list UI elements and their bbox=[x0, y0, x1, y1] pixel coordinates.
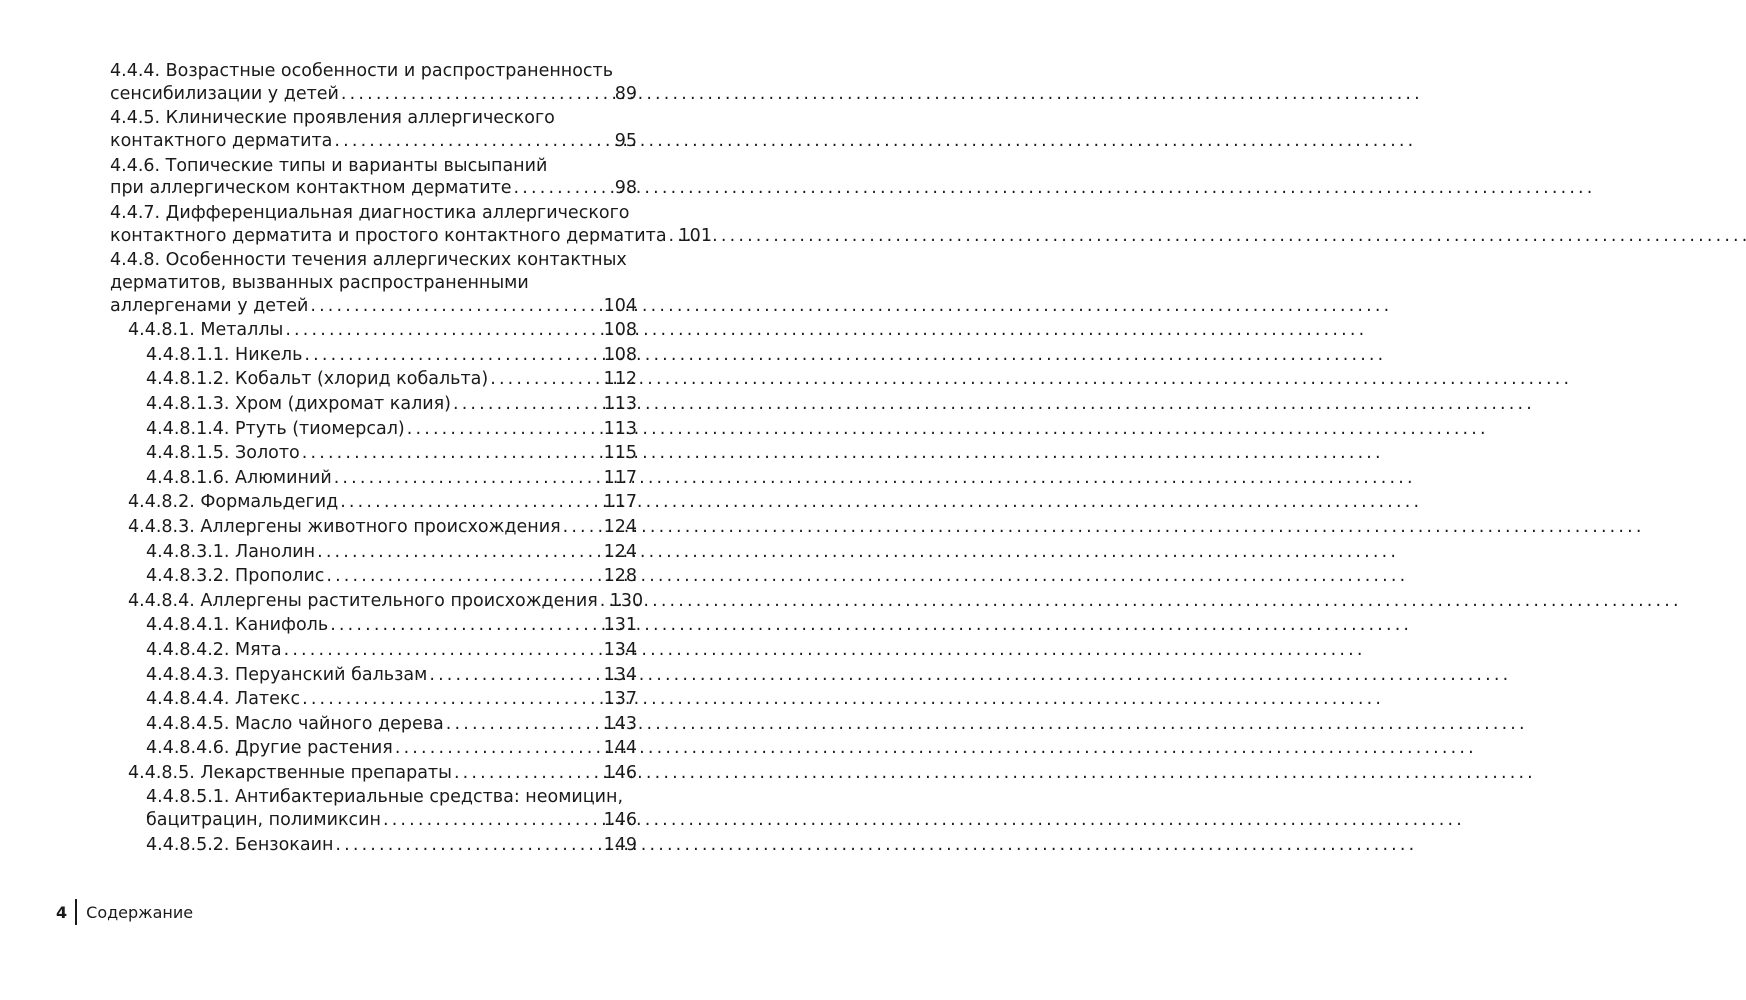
toc-entry-title-line: 4.4.5. Клинические проявления аллергического bbox=[110, 108, 555, 129]
toc-entry-line bbox=[146, 541, 637, 564]
toc-entry-page: 124 bbox=[603, 516, 637, 537]
toc-entry-title: 4.4.8.3.2. Прополис bbox=[146, 566, 325, 587]
toc-entry-line bbox=[146, 418, 637, 441]
toc-entry-line bbox=[110, 130, 637, 153]
page-number: 4 bbox=[56, 902, 68, 922]
toc-entry-page: 115 bbox=[603, 443, 637, 464]
toc-entry-title: 4.4.8.1.6. Алюминий bbox=[146, 467, 332, 488]
toc-entry-page: 137 bbox=[603, 689, 637, 710]
dot-leader bbox=[446, 713, 602, 736]
footer-divider bbox=[75, 899, 77, 925]
toc-entry[interactable] bbox=[110, 467, 637, 490]
toc-entry[interactable] bbox=[110, 516, 637, 539]
toc-entry-page: 95 bbox=[614, 131, 637, 151]
toc-entry-title: 4.4.8.1.4. Ртуть (тиомерсал) bbox=[146, 418, 405, 439]
toc-entry-title: контактного дерматита и простого контактного дерматита bbox=[110, 225, 667, 246]
toc-entry[interactable] bbox=[110, 319, 637, 342]
toc-entry[interactable] bbox=[110, 541, 637, 564]
toc-entry-line bbox=[146, 614, 637, 637]
dot-leader bbox=[490, 368, 601, 391]
toc-entry-page: 149 bbox=[603, 834, 637, 855]
dot-leader bbox=[383, 809, 602, 832]
toc-entry-page: 89 bbox=[614, 83, 637, 104]
toc-entry[interactable] bbox=[110, 565, 637, 588]
toc-entry[interactable] bbox=[110, 834, 637, 857]
toc-entry-title: 4.4.8.5.2. Бензокаин bbox=[146, 834, 334, 855]
dot-leader bbox=[302, 688, 602, 711]
toc-entry[interactable] bbox=[110, 418, 637, 441]
dot-leader bbox=[302, 442, 602, 465]
toc-entry[interactable] bbox=[110, 491, 637, 514]
toc-entry-page: 113 bbox=[603, 418, 637, 439]
toc-entry-page: 113 bbox=[603, 393, 637, 414]
toc-entry[interactable] bbox=[110, 107, 637, 152]
dot-leader bbox=[395, 737, 602, 760]
toc-entry-page: 101 bbox=[678, 225, 712, 246]
toc-entry-title: 4.4.8.4.2. Мята bbox=[146, 639, 282, 660]
toc-entry-line bbox=[146, 664, 637, 687]
toc-entry-page: 134 bbox=[603, 664, 637, 685]
page-footer bbox=[56, 899, 193, 925]
toc-entry-line bbox=[146, 344, 637, 367]
dot-leader bbox=[407, 418, 602, 441]
toc-entry-line bbox=[146, 834, 637, 857]
toc-entry-page: 117 bbox=[603, 492, 637, 513]
toc-entry-page: 143 bbox=[603, 713, 637, 734]
toc-entry[interactable] bbox=[110, 344, 637, 367]
toc-entry-page: 104 bbox=[603, 295, 637, 316]
toc-entry-page: 128 bbox=[603, 566, 637, 587]
toc-entry[interactable] bbox=[110, 202, 712, 247]
toc-entry[interactable] bbox=[110, 639, 637, 662]
toc-entry-page: 108 bbox=[603, 344, 637, 365]
toc-entry[interactable] bbox=[110, 393, 637, 416]
toc-entry-line bbox=[146, 713, 637, 736]
toc-entry[interactable] bbox=[110, 590, 644, 613]
toc-entry-line bbox=[146, 393, 637, 416]
dot-leader bbox=[334, 130, 612, 153]
toc-entry-page: 131 bbox=[603, 615, 637, 636]
toc-entry-title: при аллергическом контактном дерматите bbox=[110, 178, 512, 199]
dot-leader bbox=[563, 516, 602, 539]
toc-entry-line bbox=[128, 590, 644, 613]
dot-leader bbox=[284, 639, 602, 662]
dot-leader bbox=[310, 295, 601, 318]
toc-entry-page: 146 bbox=[603, 810, 637, 831]
toc-entry-line bbox=[110, 295, 637, 318]
toc-entry-page: 117 bbox=[603, 467, 637, 488]
toc-entry-title: 4.4.8.4.1. Канифоль bbox=[146, 615, 329, 636]
toc-entry-title: 4.4.8.1. Металлы bbox=[128, 320, 284, 341]
toc-entry-title-line: 4.4.7. Дифференциальная диагностика аллергического bbox=[110, 202, 630, 223]
toc-entry-page: 146 bbox=[603, 762, 637, 783]
toc-entry-line bbox=[146, 467, 637, 490]
toc-entry-page: 124 bbox=[603, 541, 637, 562]
toc-entry-title-line: 4.4.8. Особенности течения аллергических контактных bbox=[110, 250, 627, 271]
toc-entry-page: 134 bbox=[603, 639, 637, 660]
dot-leader bbox=[330, 614, 601, 637]
toc-entry[interactable] bbox=[110, 664, 637, 687]
toc-entry-page: 130 bbox=[609, 590, 644, 611]
toc-entry-line bbox=[146, 688, 637, 711]
toc-entry-title-line: 4.4.8.5.1. Антибактериальные средства: неомицин, bbox=[146, 787, 624, 808]
toc-entry-title-line: дерматитов, вызванных распространенными bbox=[110, 272, 529, 293]
toc-entry-title: 4.4.8.1.5. Золото bbox=[146, 443, 300, 464]
toc-entry-title: 4.4.8.2. Формальдегид bbox=[128, 492, 339, 513]
toc-entry-line bbox=[128, 516, 637, 539]
toc-entry[interactable] bbox=[110, 368, 637, 391]
toc-entry-page: 98 bbox=[614, 178, 637, 199]
toc-entry-title: сенсибилизации у детей bbox=[110, 83, 339, 104]
toc-entry-line bbox=[128, 491, 637, 514]
toc-entry[interactable] bbox=[110, 737, 637, 760]
toc-entry-line bbox=[146, 737, 637, 760]
dot-leader bbox=[429, 664, 601, 687]
toc-entry-line bbox=[110, 83, 637, 106]
toc-entry-title-line: 4.4.6. Топические типы и варианты высыпаний bbox=[110, 155, 548, 176]
dot-leader bbox=[335, 834, 601, 857]
toc-entry-title: аллергенами у детей bbox=[110, 295, 309, 316]
toc-entry-line bbox=[110, 177, 637, 200]
toc-entry-title: 4.4.8.4. Аллергены растительного происхождения bbox=[128, 590, 598, 611]
dot-leader bbox=[600, 590, 608, 613]
toc-entry-line bbox=[146, 442, 637, 465]
toc-entry-title: бацитрацин, полимиксин bbox=[146, 810, 381, 831]
toc-entry-line bbox=[146, 565, 637, 588]
toc-entry[interactable] bbox=[110, 762, 637, 785]
dot-leader bbox=[334, 467, 602, 490]
dot-leader bbox=[454, 762, 602, 785]
footer-section-title: Содержание bbox=[86, 902, 194, 922]
toc-entry-line bbox=[110, 225, 712, 248]
dot-leader bbox=[326, 565, 601, 588]
toc-entry-page: 112 bbox=[603, 369, 637, 390]
toc-entry-title: 4.4.8.4.6. Другие растения bbox=[146, 738, 393, 759]
toc-entry-title: 4.4.8.3. Аллергены животного происхождения bbox=[128, 516, 561, 537]
toc-entry[interactable] bbox=[110, 442, 637, 465]
dot-leader bbox=[514, 177, 613, 200]
dot-leader bbox=[340, 491, 601, 514]
toc-entry-title: 4.4.8.4.3. Перуанский бальзам bbox=[146, 664, 428, 685]
toc-entry[interactable] bbox=[110, 60, 637, 105]
toc-entry-line bbox=[128, 762, 637, 785]
toc-entry[interactable] bbox=[110, 688, 637, 711]
toc-entry-line bbox=[146, 368, 637, 391]
dot-leader bbox=[341, 83, 613, 106]
toc-entry-line bbox=[128, 319, 637, 342]
toc-entry-line bbox=[146, 809, 637, 832]
toc-entry-page: 144 bbox=[603, 738, 637, 759]
toc-entry-title: 4.4.8.3.1. Ланолин bbox=[146, 541, 316, 562]
toc-entry[interactable] bbox=[110, 249, 637, 317]
dot-leader bbox=[317, 541, 602, 564]
toc-entry-line bbox=[146, 639, 637, 662]
toc-entry[interactable] bbox=[110, 155, 637, 200]
dot-leader bbox=[453, 393, 602, 416]
toc-entry-title: 4.4.8.1.2. Кобальт (хлорид кобальта) bbox=[146, 369, 489, 390]
toc-entry-title: 4.4.8.4.5. Масло чайного дерева bbox=[146, 713, 444, 734]
toc-entry-title: 4.4.8.4.4. Латекс bbox=[146, 689, 301, 710]
toc-entry-title: 4.4.8.5. Лекарственные препараты bbox=[128, 762, 452, 783]
toc-entry-title: 4.4.8.1.1. Никель bbox=[146, 344, 303, 365]
toc-entry-title: 4.4.8.1.3. Хром (дихромат калия) bbox=[146, 393, 451, 414]
dot-leader bbox=[669, 225, 677, 248]
dot-leader bbox=[304, 344, 601, 367]
toc-entry[interactable] bbox=[110, 614, 637, 637]
table-of-contents bbox=[110, 60, 712, 856]
toc-entry[interactable] bbox=[110, 786, 637, 831]
dot-leader bbox=[285, 319, 601, 342]
toc-entry-page: 108 bbox=[603, 320, 637, 341]
toc-entry-title: контактного дерматита bbox=[110, 131, 333, 151]
toc-entry[interactable] bbox=[110, 713, 637, 736]
toc-entry-title-line: 4.4.4. Возрастные особенности и распространенность bbox=[110, 61, 614, 81]
